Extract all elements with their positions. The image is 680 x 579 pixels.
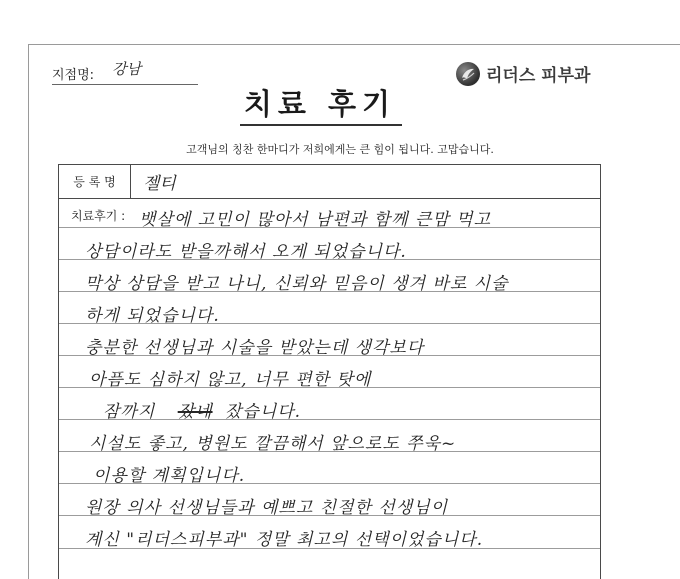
review-line: 이용할 계획입니다.	[93, 466, 246, 486]
review-form	[58, 164, 601, 579]
review-line-with-strike	[103, 397, 301, 422]
review-line: 계신 "리더스피부과" 정말 최고의 선택이었습니다.	[85, 530, 484, 550]
page-title: 치료 후기	[243, 87, 397, 121]
review-line-tail: 잤습니다.	[224, 402, 302, 422]
registrant-value: 젤티	[143, 174, 176, 194]
review-line: 충분한 선생님과 시술을 받았는데 생각보다	[85, 338, 425, 358]
review-label: 치료후기 :	[71, 209, 126, 223]
brand-name: 리더스 피부과	[486, 66, 591, 86]
review-line: 원장 의사 선생님들과 예쁘고 친절한 선생님이	[85, 498, 449, 518]
brand-logo	[456, 61, 590, 86]
registrant-label: 등 록 명	[59, 165, 131, 198]
review-line: 잠까지	[103, 402, 156, 422]
review-line: 상담이라도 받을까해서 오게 되었습니다.	[85, 242, 407, 262]
review-line: 하게 되었습니다.	[85, 306, 220, 326]
branch-value: 강남	[112, 60, 141, 78]
struck-word: 잤네	[177, 402, 213, 422]
registrant-row	[59, 165, 600, 199]
review-line: 아픔도 심하지 않고, 너무 편한 탓에	[89, 370, 372, 390]
page-subtitle: 고객님의 칭찬 한마디가 저희에게는 큰 힘이 됩니다. 고맙습니다.	[186, 143, 494, 156]
leaf-swirl-icon	[456, 62, 480, 86]
review-line: 뱃살에 고민이 많아서 남편과 함께 큰맘 먹고	[139, 210, 492, 230]
review-line: 시설도 좋고, 병원도 깔끔해서 앞으로도 쭈욱~	[89, 434, 457, 454]
title-underline	[240, 124, 402, 126]
branch-label: 지점명:	[52, 68, 95, 83]
branch-underline	[52, 84, 198, 85]
review-line: 막상 상담을 받고 나니, 신뢰와 믿음이 생겨 바로 시술	[85, 274, 509, 294]
